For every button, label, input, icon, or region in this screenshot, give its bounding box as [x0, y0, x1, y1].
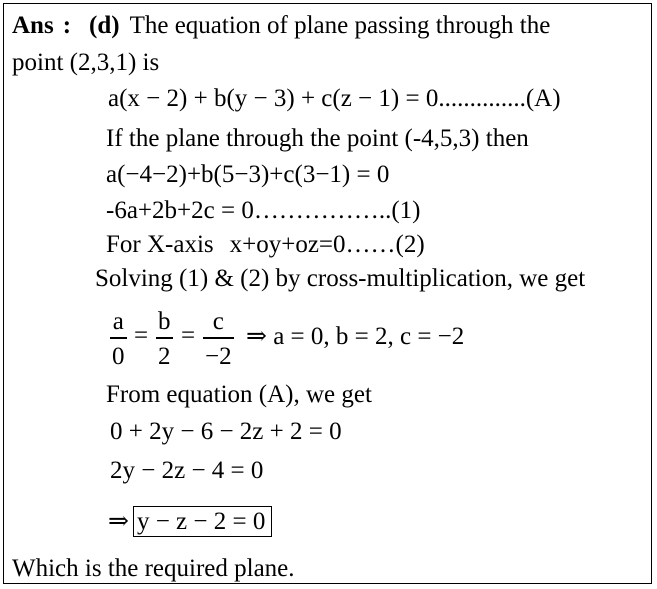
x-axis-label: For X-axis: [106, 231, 214, 258]
expanded-equation: 0 + 2y − 6 − 2z + 2 = 0: [110, 418, 342, 445]
intro-line-2: point (2,3,1) is: [12, 49, 160, 76]
x-axis-line: [106, 232, 425, 257]
cross-multiplication-text: Solving (1) & (2) by cross-multiplication, we get: [95, 265, 586, 292]
fraction-c: [203, 309, 234, 369]
intro-line-1: The equation of plane passing through the: [129, 12, 551, 39]
final-equation-box: y − z − 2 = 0: [133, 506, 272, 537]
fraction-b-numerator: b: [158, 308, 171, 335]
answer-heading: [12, 13, 550, 38]
answer-option: (d): [89, 12, 120, 39]
ans-colon: :: [62, 12, 72, 39]
fraction-c-denominator: −2: [205, 342, 232, 370]
ans-label: Ans: [12, 12, 54, 39]
equals-sign-2: =: [181, 322, 196, 349]
implies-arrow: ⇒: [108, 508, 129, 535]
from-equation-a: From equation (A), we get: [106, 381, 372, 408]
plane-through-point: If the plane through the point (-4,5,3) then: [106, 125, 529, 152]
coefficient-result: ⇒ a = 0, b = 2, c = −2: [246, 323, 465, 350]
equals-sign-1: =: [134, 322, 149, 349]
fraction-b: [156, 309, 173, 369]
fraction-a-numerator: a: [112, 308, 124, 335]
equation-1: -6a+2b+2c = 0……………..(1): [106, 197, 421, 224]
fraction-a-denominator: 0: [112, 342, 125, 370]
fraction-c-numerator: c: [212, 308, 224, 335]
x-axis-equation: x+oy+oz=0……(2): [229, 231, 425, 258]
fraction-a: [110, 309, 127, 369]
substitution: a(−4−2)+b(5−3)+c(3−1) = 0: [106, 161, 390, 188]
conclusion: Which is the required plane.: [12, 555, 295, 582]
final-result-line: [108, 506, 272, 537]
equation-a: a(x − 2) + b(y − 3) + c(z − 1) = 0..............(A): [108, 85, 561, 112]
simplified-equation: 2y − 2z − 4 = 0: [110, 457, 264, 484]
fraction-b-denominator: 2: [158, 342, 171, 370]
